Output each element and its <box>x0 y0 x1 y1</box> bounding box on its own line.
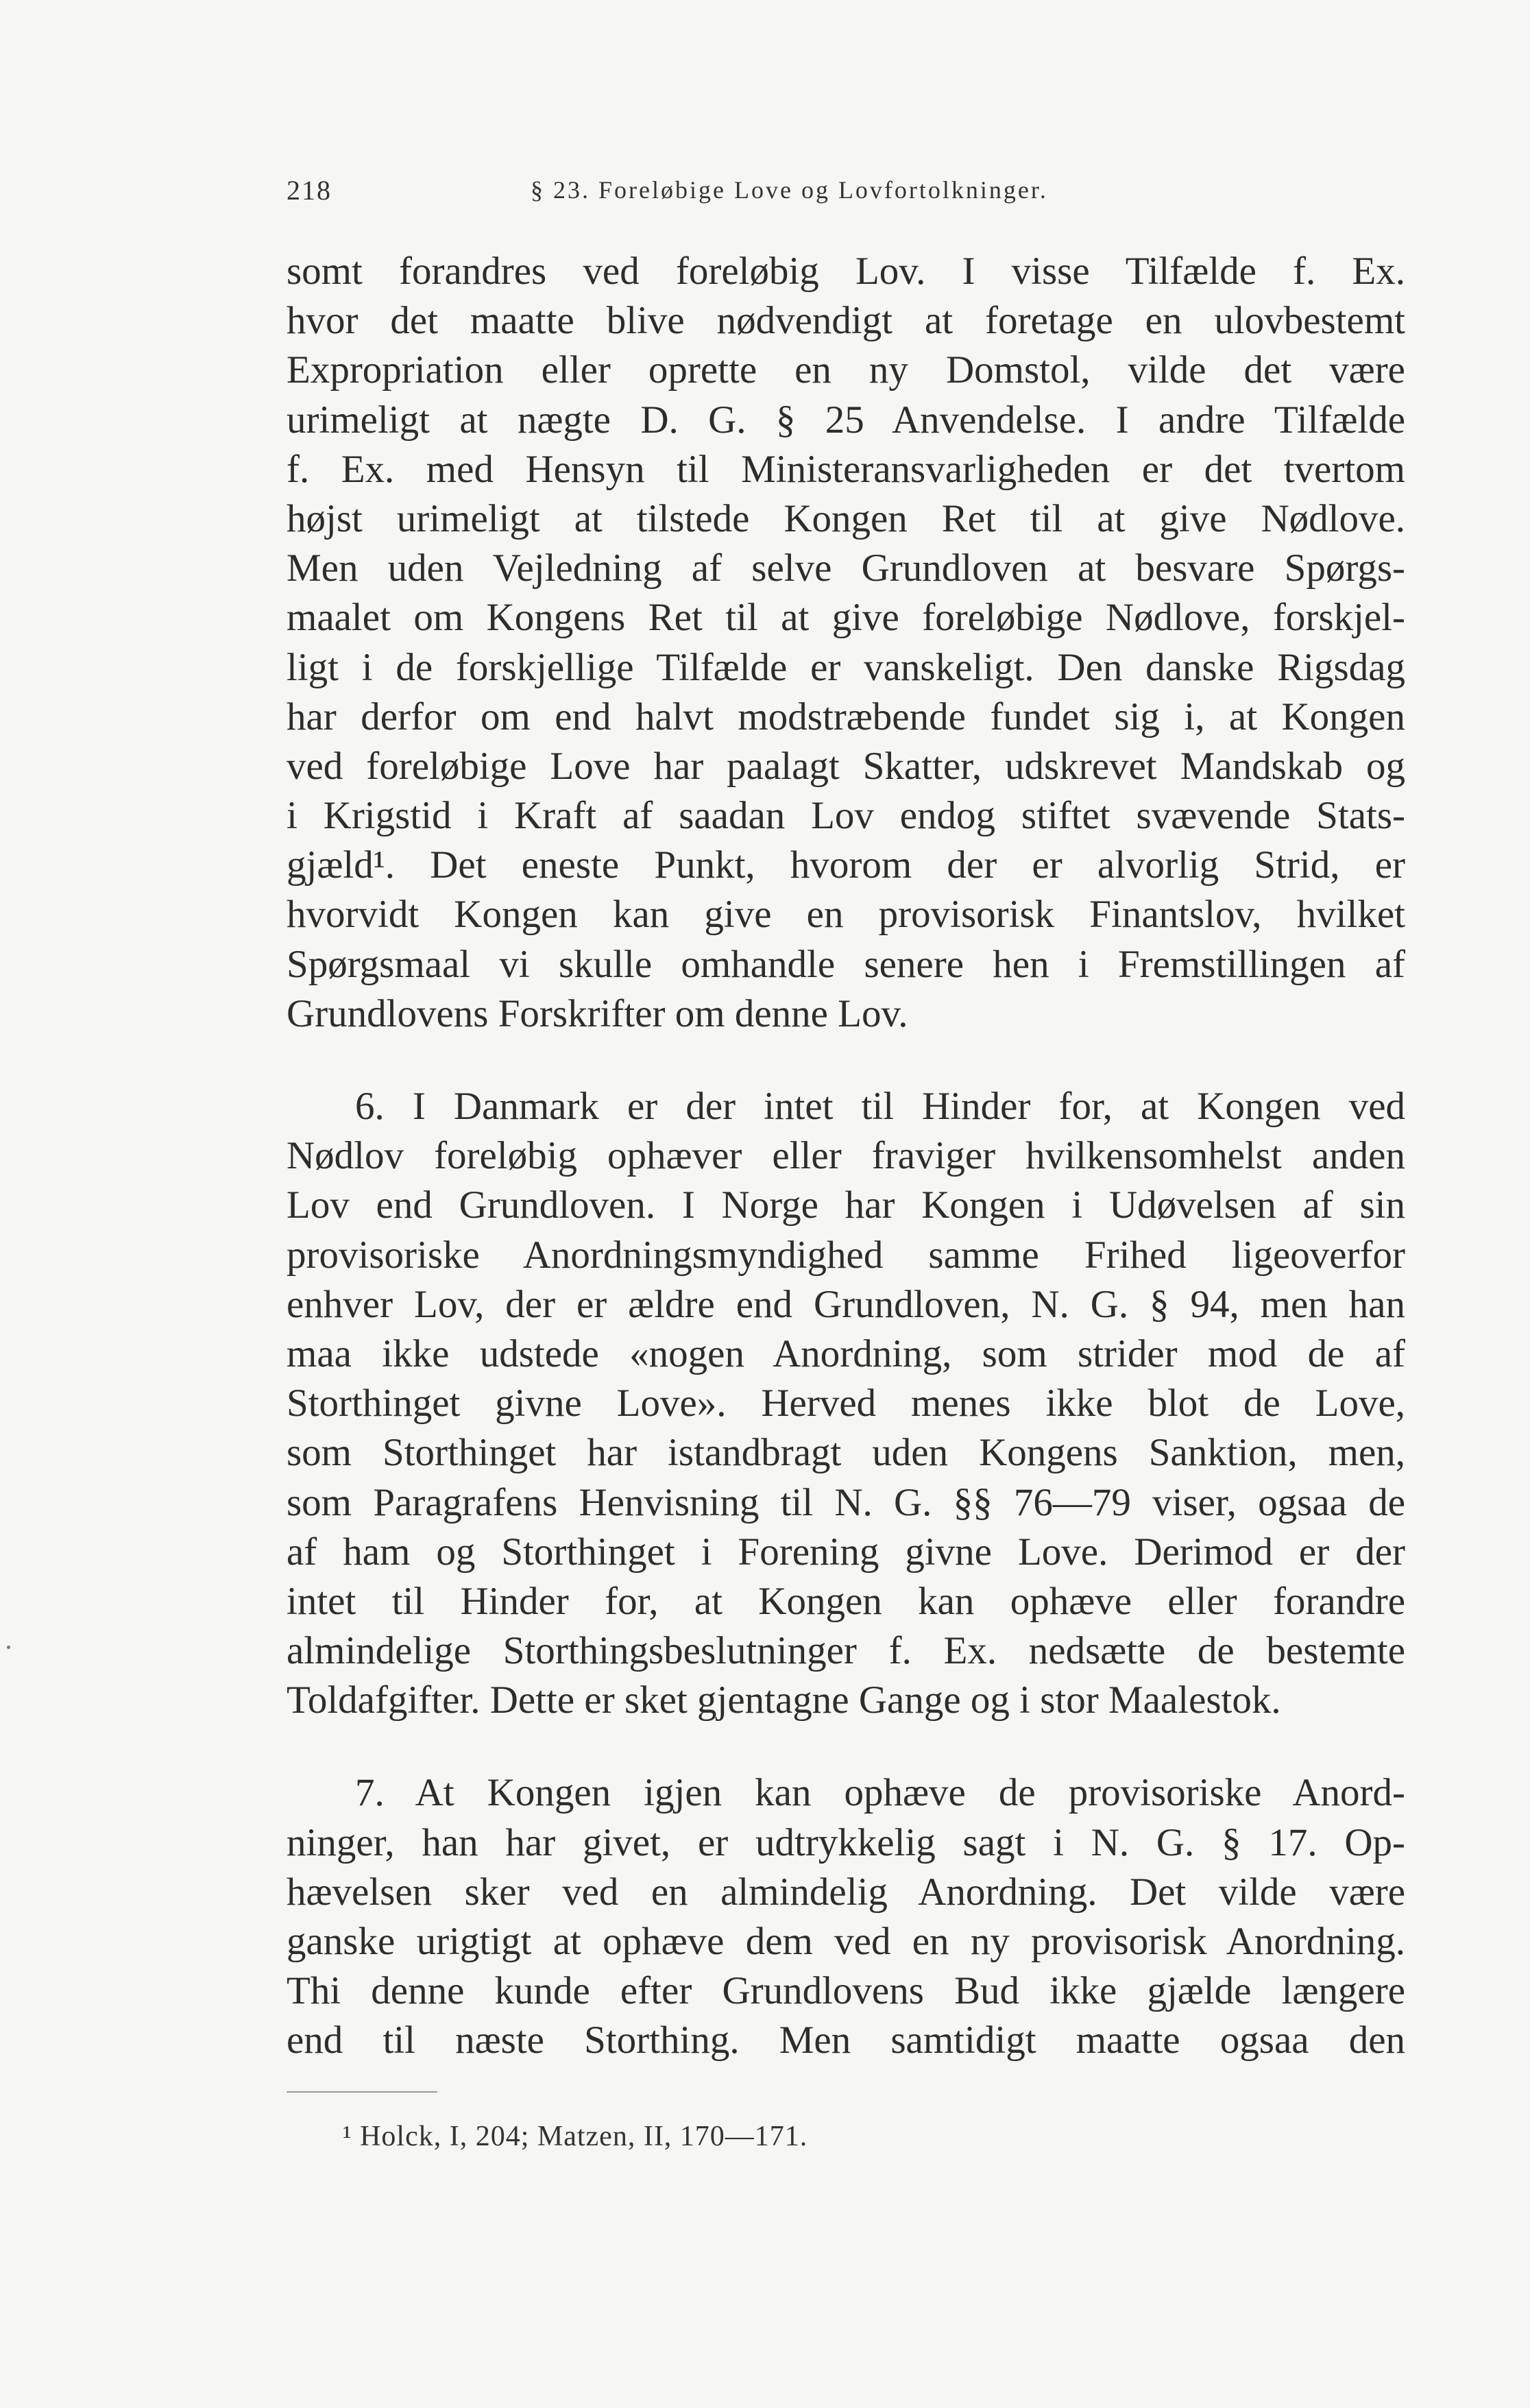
text-line: ligt i de forskjellige Tilfælde er vanskeligt. Den danske Rigsdag <box>287 645 1405 689</box>
paragraph-6 <box>287 1082 1405 1725</box>
text-line: maalet om Kongens Ret til at give foreløbige Nødlove, forskjel- <box>287 596 1405 640</box>
text-line: almindelige Storthingsbeslutninger f. Ex. nedsætte de bestemte <box>287 1629 1405 1673</box>
text-line: i Krigstid i Kraft af saadan Lov endog stiftet svævende Stats- <box>287 794 1405 838</box>
text-line: ved foreløbige Love har paalagt Skatter, udskrevet Mandskab og <box>287 744 1405 788</box>
text-line: provisoriske Anordningsmyndighed samme Frihed ligeoverfor <box>287 1233 1405 1277</box>
text-line: end til næste Storthing. Men samtidigt maatte ogsaa den <box>287 2019 1405 2062</box>
text-line: enhver Lov, der er ældre end Grundloven, N. G. § 94, men han <box>287 1282 1405 1326</box>
text-line: Nødlov foreløbig ophæver eller fraviger hvilkensomhelst anden <box>287 1134 1405 1178</box>
text-line: hvorvidt Kongen kan give en provisorisk Finantslov, hvilket <box>287 893 1405 937</box>
text-line: Storthinget givne Love». Herved menes ikke blot de Love, <box>287 1382 1405 1425</box>
text-line: gjæld¹. Det eneste Punkt, hvorom der er alvorlig Strid, er <box>287 843 1405 887</box>
text-line: Toldafgifter. Dette er sket gjentagne Gange og i stor Maalestok. <box>287 1678 1281 1722</box>
text-line: Grundlovens Forskrifter om denne Lov. <box>287 991 908 1035</box>
text-line: intet til Hinder for, at Kongen kan ophæve eller forandre <box>287 1579 1405 1623</box>
page-header <box>287 170 1418 218</box>
text-line: hvor det maatte blive nødvendigt at foretage en ulovbestemt <box>287 299 1405 343</box>
text-line: Men uden Vejledning af selve Grundloven at besvare Spørgs- <box>287 546 1405 590</box>
text-line: maa ikke udstede «nogen Anordning, som strider mod de af <box>287 1332 1405 1375</box>
paragraph-7 <box>287 1768 1405 2065</box>
paragraph-continuation <box>287 247 1405 1039</box>
text-line: højst urimeligt at tilstede Kongen Ret til at give Nødlove. <box>287 496 1405 540</box>
margin-speck <box>7 1646 10 1649</box>
text-line: Lov end Grundloven. I Norge har Kongen i Udøvelsen af sin <box>287 1183 1405 1227</box>
text-line: hævelsen sker ved en almindelig Anordning. Det vilde være <box>287 1870 1405 1914</box>
running-head: § 23. Foreløbige Love og Lovfortolkninger. <box>531 176 1048 204</box>
text-line: f. Ex. med Hensyn til Ministeransvarligheden er det tvertom <box>287 447 1405 491</box>
body-text <box>287 247 1405 2066</box>
text-line: Spørgsmaal vi skulle omhandle senere hen i Fremstillingen af <box>287 942 1405 986</box>
footnote: ¹ Holck, I, 204; Matzen, II, 170—171. <box>343 2121 808 2152</box>
text-line: 7. At Kongen igjen kan ophæve de provisoriske Anord- <box>355 1771 1405 1815</box>
text-line: som Paragrafens Henvisning til N. G. §§ 76—79 viser, ogsaa de <box>287 1480 1405 1524</box>
text-line: af ham og Storthinget i Forening givne Love. Derimod er der <box>287 1530 1405 1574</box>
text-line: ninger, han har givet, er udtrykkelig sagt i N. G. § 17. Op- <box>287 1820 1405 1864</box>
text-line: Thi denne kunde efter Grundlovens Bud ikke gjælde længere <box>287 1969 1405 2013</box>
footnote-divider <box>287 2091 437 2093</box>
text-line: Expropriation eller oprette en ny Domstol, vilde det være <box>287 348 1405 392</box>
text-line: har derfor om end halvt modstræbende fundet sig i, at Kongen <box>287 695 1405 738</box>
section-gap <box>287 1039 1405 1082</box>
text-line: 6. I Danmark er der intet til Hinder for, at Kongen ved <box>355 1085 1405 1128</box>
page-number: 218 <box>287 175 332 206</box>
text-line: som Storthinget har istandbragt uden Kongens Sanktion, men, <box>287 1431 1405 1475</box>
text-line: ganske urigtigt at ophæve dem ved en ny provisorisk Anordning. <box>287 1920 1405 1963</box>
text-line: urimeligt at nægte D. G. § 25 Anvendelse. I andre Tilfælde <box>287 398 1405 442</box>
section-gap <box>287 1725 1405 1768</box>
text-line: somt forandres ved foreløbig Lov. I visse Tilfælde f. Ex. <box>287 250 1405 293</box>
